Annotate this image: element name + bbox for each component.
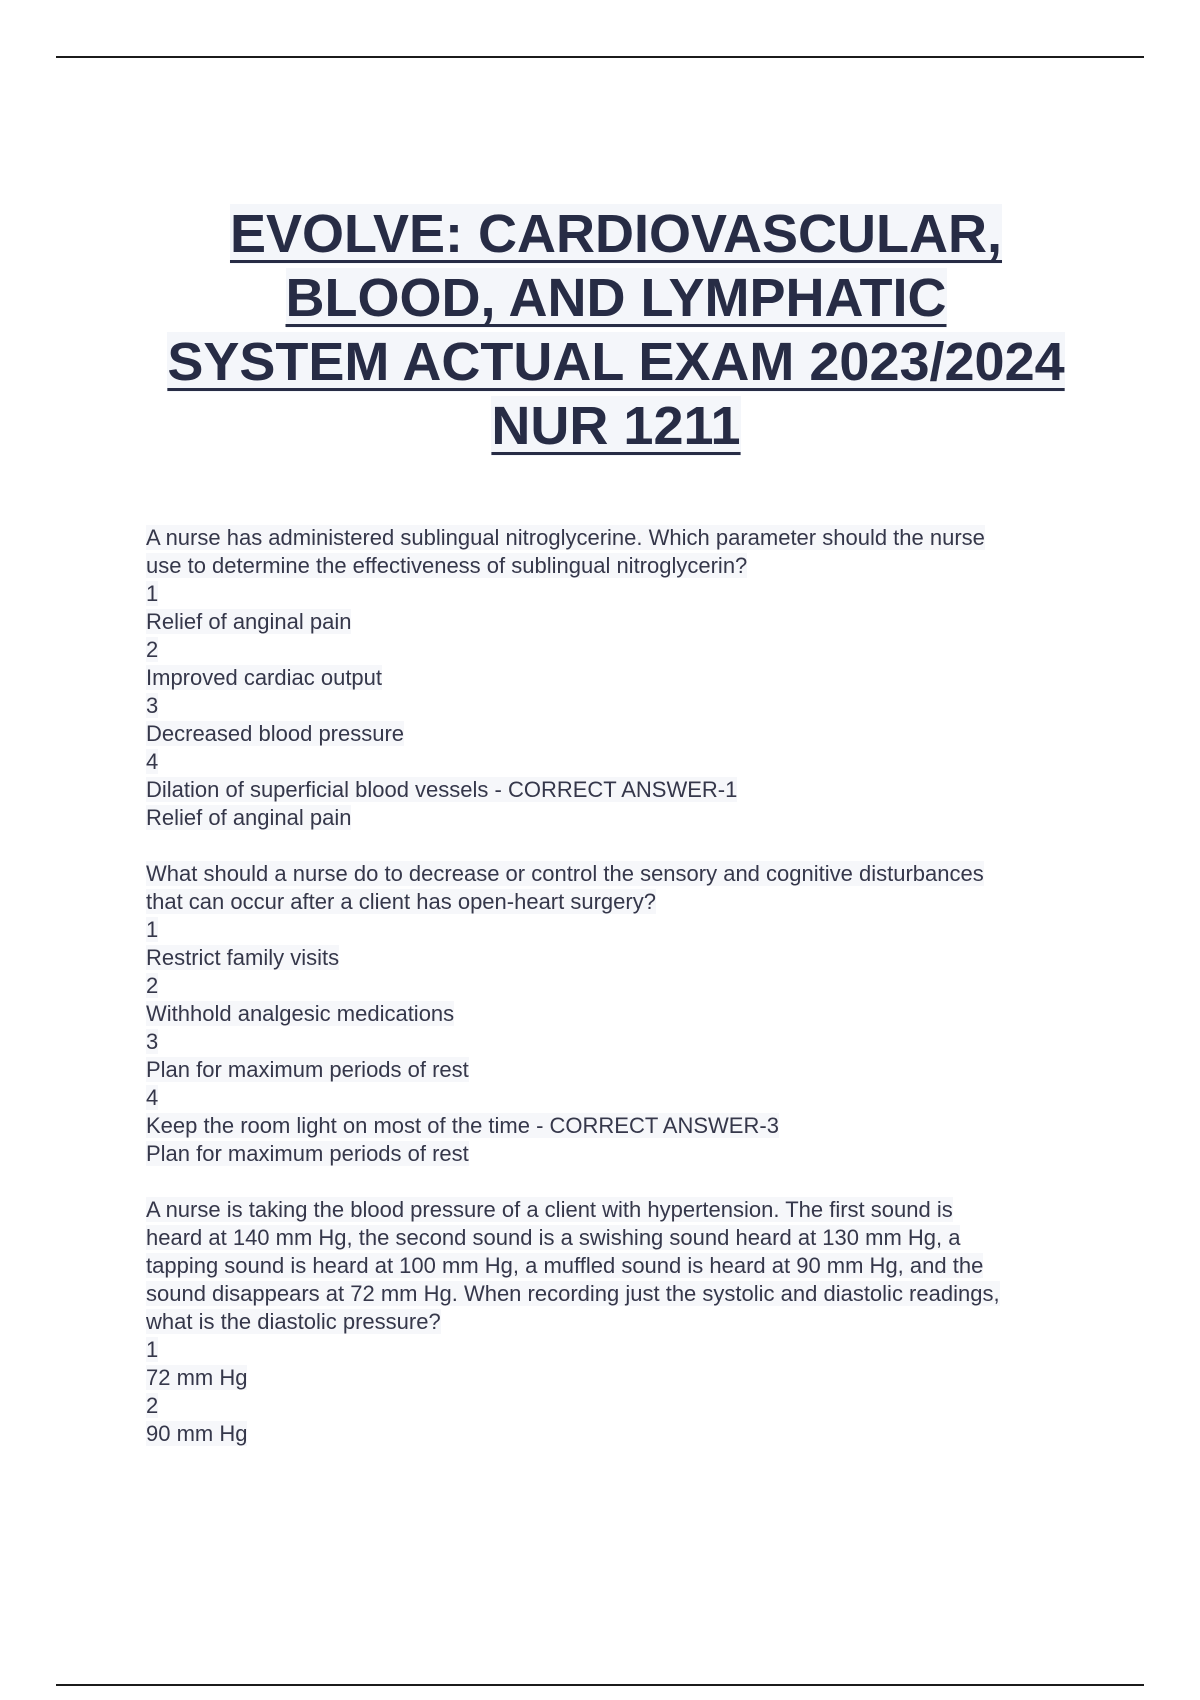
question-1-text-line-1: A nurse has administered sublingual nitroglycerine. Which parameter should the nurse xyxy=(146,525,985,550)
document-title xyxy=(100,202,1132,458)
question-3-text-line-5: what is the diastolic pressure? xyxy=(146,1309,441,1334)
question-2-text-line-2: that can occur after a client has open-heart surgery? xyxy=(146,889,656,914)
question-3-text-line-2: heard at 140 mm Hg, the second sound is a swishing sound heard at 130 mm Hg, a xyxy=(146,1225,961,1250)
option-number: 4 xyxy=(146,1085,159,1110)
question-3-text-line-4: sound disappears at 72 mm Hg. When recording just the systolic and diastolic readings, xyxy=(146,1281,1000,1306)
option-number: 2 xyxy=(146,973,159,998)
question-2-text-line-1: What should a nurse do to decrease or control the sensory and cognitive disturbances xyxy=(146,861,984,886)
bottom-rule xyxy=(56,1684,1144,1686)
option-text: Withhold analgesic medications xyxy=(146,1001,455,1026)
option-text: 72 mm Hg xyxy=(146,1365,248,1390)
option-text: Plan for maximum periods of rest xyxy=(146,1057,469,1082)
title-line-2: BLOOD, AND LYMPHATIC xyxy=(285,268,947,328)
option-number: 4 xyxy=(146,749,159,774)
question-3-text-line-3: tapping sound is heard at 100 mm Hg, a muffled sound is heard at 90 mm Hg, and the xyxy=(146,1253,984,1278)
option-text: Decreased blood pressure xyxy=(146,721,405,746)
question-block-1 xyxy=(146,524,1098,832)
option-number: 2 xyxy=(146,1393,159,1418)
option-number: 2 xyxy=(146,637,159,662)
option-text: Restrict family visits xyxy=(146,945,340,970)
question-1-text-line-2: use to determine the effectiveness of sublingual nitroglycerin? xyxy=(146,553,748,578)
title-line-3: SYSTEM ACTUAL EXAM 2023/2024 xyxy=(167,332,1065,392)
question-3-text-line-1: A nurse is taking the blood pressure of a client with hypertension. The first sound is xyxy=(146,1197,953,1222)
exam-content xyxy=(146,524,1098,1476)
correct-answer-text: Plan for maximum periods of rest xyxy=(146,1141,469,1166)
top-rule xyxy=(56,56,1144,58)
title-line-1: EVOLVE: CARDIOVASCULAR, xyxy=(229,204,1003,264)
option-number: 1 xyxy=(146,917,159,942)
option-number: 1 xyxy=(146,581,159,606)
correct-answer-text: Relief of anginal pain xyxy=(146,805,352,830)
option-number: 3 xyxy=(146,1029,159,1054)
option-text: Relief of anginal pain xyxy=(146,609,352,634)
option-text: Improved cardiac output xyxy=(146,665,383,690)
question-block-3 xyxy=(146,1196,1098,1448)
option-text: 90 mm Hg xyxy=(146,1421,248,1446)
option-text-with-answer: Keep the room light on most of the time - CORRECT ANSWER-3 xyxy=(146,1113,779,1138)
option-text-with-answer: Dilation of superficial blood vessels - CORRECT ANSWER-1 xyxy=(146,777,738,802)
title-line-4: NUR 1211 xyxy=(491,396,741,456)
option-number: 1 xyxy=(146,1337,159,1362)
question-block-2 xyxy=(146,860,1098,1168)
option-number: 3 xyxy=(146,693,159,718)
